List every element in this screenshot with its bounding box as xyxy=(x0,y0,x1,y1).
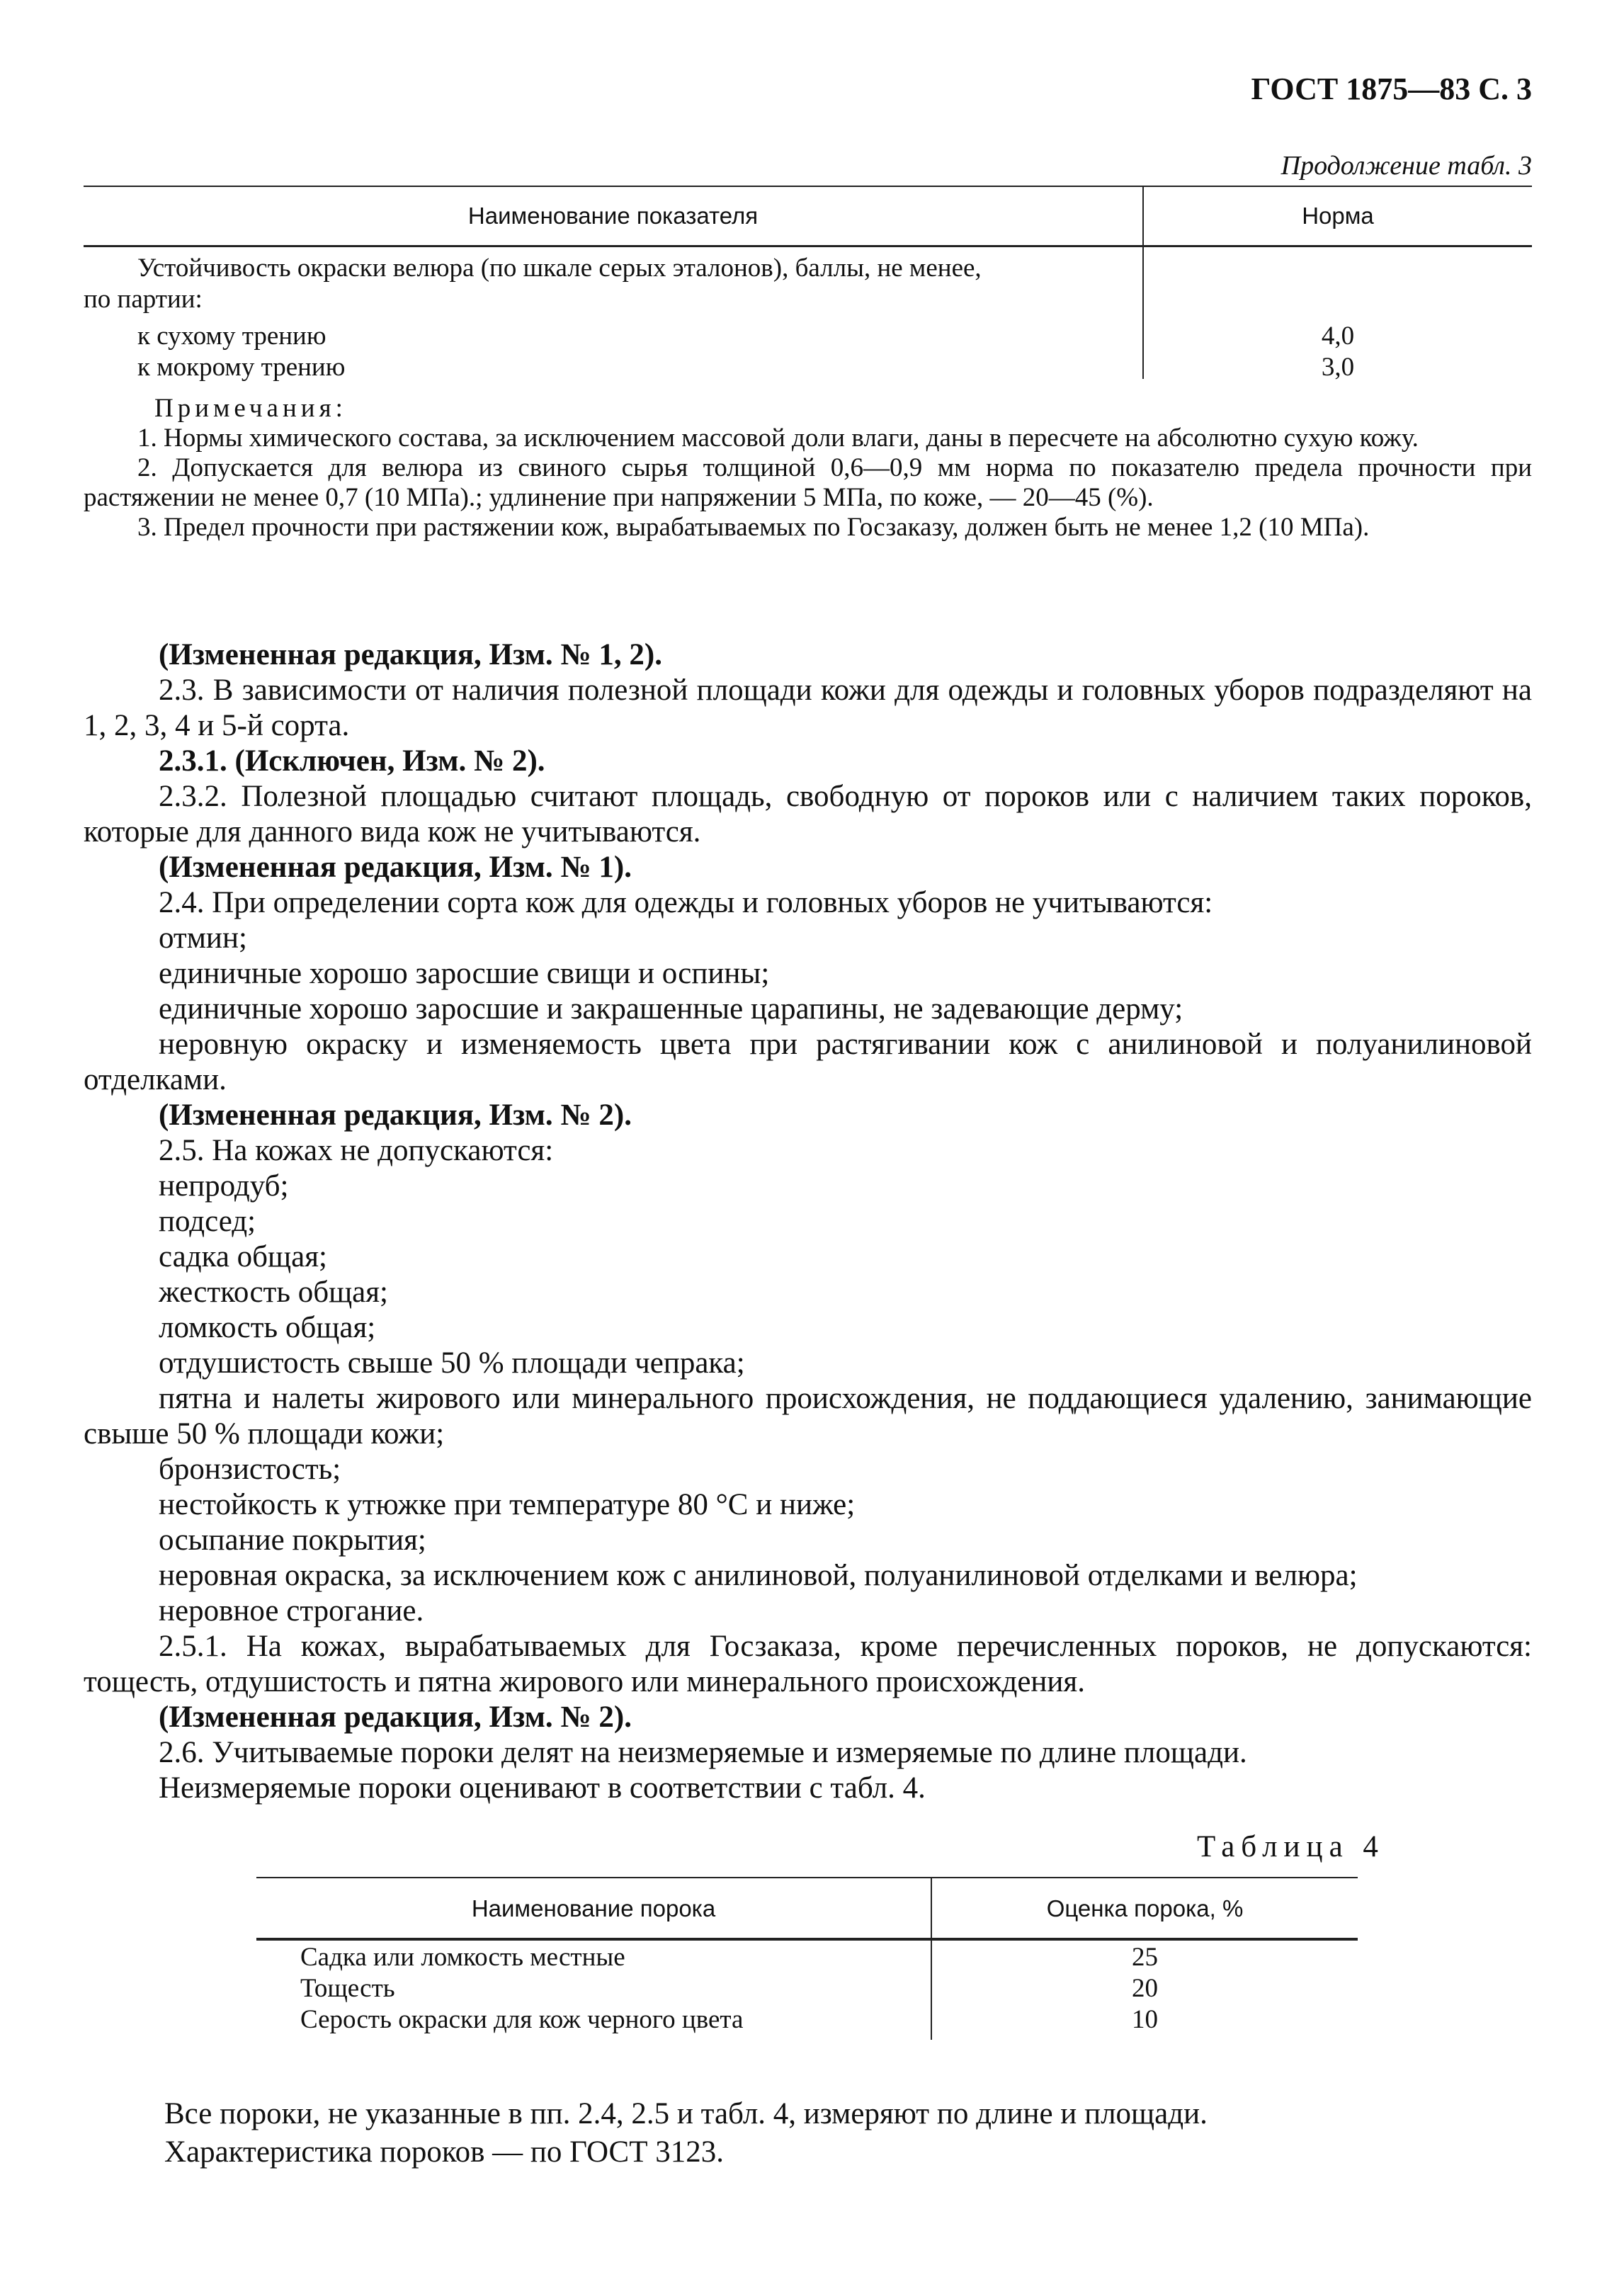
list-item: ломкость общая; xyxy=(159,1311,376,1344)
table-4-col-value: Оценка порока, % xyxy=(1046,1895,1244,1921)
amendment-note: (Измененная редакция, Изм. № 2). xyxy=(159,1099,632,1132)
defect-value: 20 xyxy=(1132,1974,1158,2003)
table-row xyxy=(256,1973,1358,2004)
list-item: неровная окраска, за исключением кож с анилиновой, полуанилиновой отделками и велюра; xyxy=(159,1559,1358,1592)
amendment-note: (Измененная редакция, Изм. № 2). xyxy=(159,1701,632,1734)
table-3-row-value: 4,0 xyxy=(1321,322,1355,351)
paragraph: 2.5. На кожах не допускаются: xyxy=(159,1134,554,1167)
paragraph: 2.6. Учитываемые пороки делят на неизмеряемые и измеряемые по длине площади. xyxy=(159,1736,1247,1769)
table-4-header xyxy=(256,1877,1358,1941)
paragraph: Неизмеряемые пороки оценивают в соответствии с табл. 4. xyxy=(159,1771,926,1805)
note-item: 2. Допускается для велюра из свиного сырья толщиной 0,6—0,9 мм норма по показателю предела прочности при растяжении не менее 0,7 (10 МПа).; удлинение при напряжении 5 МПа, по коже, — 20—45 (%). xyxy=(84,453,1532,512)
table-3-row-title: Устойчивость окраски велюра (по шкале серых эталонов), баллы, не менее, xyxy=(137,254,982,283)
table-row xyxy=(256,2004,1358,2036)
table-4 xyxy=(256,1877,1358,2040)
notes xyxy=(84,394,1532,543)
list-item: пятна и налеты жирового или минерального происхождения, не поддающиеся удалению, занимающие свыше 50 % площади кожи; xyxy=(84,1382,1532,1451)
list-item: неровную окраску и изменяемость цвета при растягивании кож с анилиновой и полуанилиновой отделками. xyxy=(84,1028,1532,1096)
list-item: осыпание покрытия; xyxy=(159,1523,426,1557)
table-4-col-name: Наименование порока xyxy=(471,1895,716,1921)
table-row xyxy=(256,1942,1358,1973)
paragraph: 2.4. При определении сорта кож для одежды и головных уборов не учитываются: xyxy=(159,886,1213,919)
list-item: неровное строгание. xyxy=(159,1594,424,1628)
table-3-col-name: Наименование показателя xyxy=(467,203,759,229)
paragraph: 2.5.1. На кожах, вырабатываемых для Госзаказа, кроме перечисленных пороков, не допускаются: тощесть, отдушистость и пятна жирового или минерального происхождения. xyxy=(84,1630,1532,1698)
list-item: садка общая; xyxy=(159,1240,327,1273)
table-4-body xyxy=(256,1941,1358,2040)
defect-name: Тощесть xyxy=(300,1974,395,2003)
defect-value: 10 xyxy=(1132,2005,1158,2034)
list-item: единичные хорошо заросшие свищи и оспины; xyxy=(159,957,770,990)
list-item: подсед; xyxy=(159,1205,256,1238)
table-3-row-value: 3,0 xyxy=(1321,353,1355,382)
list-item: нестойкость к утюжке при температуре 80 °С и ниже; xyxy=(159,1488,856,1521)
note-item: 3. Предел прочности при растяжении кож, вырабатываемых по Госзаказу, должен быть не менее 1,2 (10 МПа). xyxy=(137,513,1370,542)
paragraph: 2.3.2. Полезной площадью считают площадь, свободную от пороков или с наличием таких пороков, которые для данного вида кож не учитываются. xyxy=(84,780,1532,848)
table-3 xyxy=(84,186,1532,382)
defect-name: Серость окраски для кож черного цвета xyxy=(300,2005,744,2034)
paragraph: 2.3. В зависимости от наличия полезной площади кожи для одежды и головных уборов подразделяют на 1, 2, 3, 4 и 5-й сорта. xyxy=(84,674,1532,742)
closing-line: Все пороки, не указанные в пп. 2.4, 2.5 и табл. 4, измеряют по длине и площади. xyxy=(164,2097,1208,2130)
list-item: отдушистость свыше 50 % площади чепрака; xyxy=(159,1346,745,1380)
defect-value: 25 xyxy=(1132,1943,1158,1972)
table-3-row-label: к сухому трению xyxy=(137,322,326,351)
table-3-header xyxy=(84,186,1532,247)
amendment-note: (Измененная редакция, Изм. № 1). xyxy=(159,851,632,884)
table-3-body xyxy=(84,247,1532,382)
table-4-caption: Таблица 4 xyxy=(1197,1830,1385,1863)
closing-line: Характеристика пороков — по ГОСТ 3123. xyxy=(164,2135,724,2169)
table-3-row-label: к мокрому трению xyxy=(137,353,346,382)
note-item: 1. Нормы химического состава, за исключением массовой доли влаги, даны в пересчете на абсолютно сухую кожу. xyxy=(137,424,1419,453)
main-text xyxy=(84,637,1532,1806)
list-item: бронзистость; xyxy=(159,1453,341,1486)
list-item: жесткость общая; xyxy=(159,1276,388,1309)
list-item: отмин; xyxy=(159,921,247,955)
notes-title: Примечания: xyxy=(154,394,347,423)
table-3-col-norm: Норма xyxy=(1302,203,1374,229)
list-item: единичные хорошо заросшие и закрашенные царапины, не задевающие дерму; xyxy=(159,992,1183,1026)
page-header: ГОСТ 1875—83 С. 3 xyxy=(1251,72,1532,106)
table-continuation-label: Продолжение табл. 3 xyxy=(1281,151,1532,181)
paragraph: 2.3.1. (Исключен, Изм. № 2). xyxy=(159,744,545,778)
amendment-note: (Измененная редакция, Изм. № 1, 2). xyxy=(159,638,662,671)
table-3-row-title-cont: по партии: xyxy=(84,285,203,314)
closing-text xyxy=(164,2095,1208,2172)
list-item: непродуб; xyxy=(159,1169,289,1203)
defect-name: Садка или ломкость местные xyxy=(300,1943,625,1972)
